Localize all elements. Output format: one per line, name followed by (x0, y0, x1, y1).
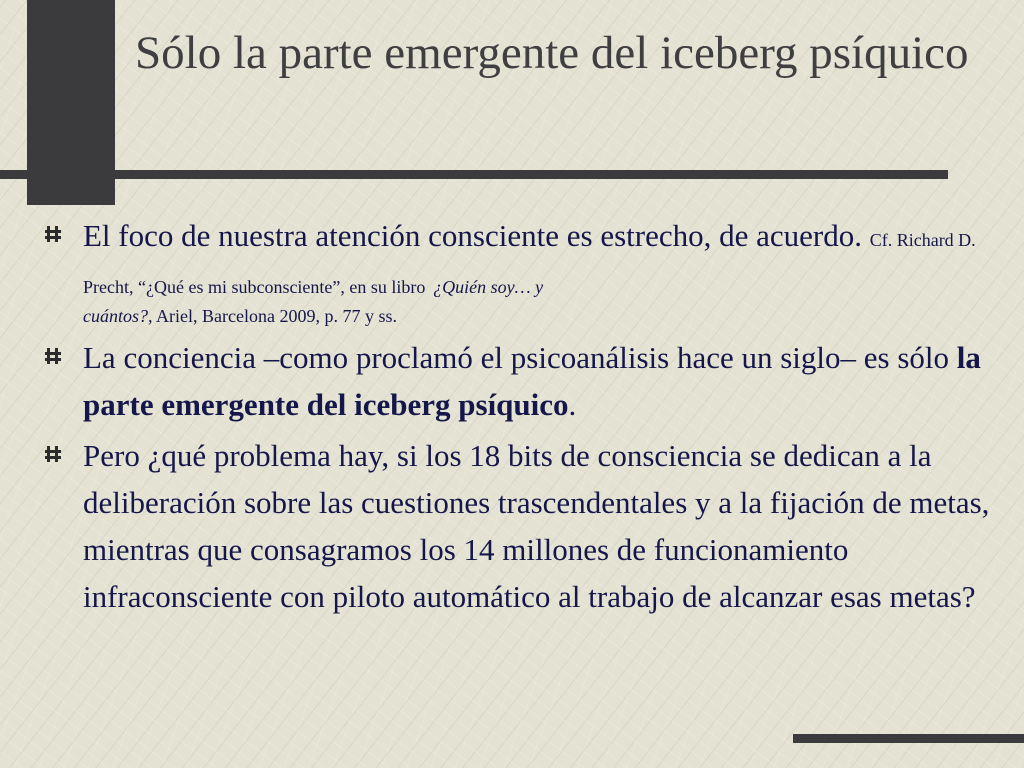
title-divider-bar (0, 170, 948, 179)
reference-author: Cf. Richard D. Precht, “¿Qué es mi subconsciente”, en su libro (83, 230, 976, 297)
hash-bullet-icon (45, 432, 61, 479)
reference-publisher: Ariel, Barcelona 2009, p. 77 y ss. (156, 306, 397, 326)
reference-book-title-a: ¿Quién soy… y (433, 277, 544, 297)
bullet-emphasis-text: la parte emergente del iceberg psíquico (83, 340, 981, 422)
reference-book-title-b: cuántos?, (83, 306, 153, 326)
bullet-suffix-text: . (568, 387, 577, 422)
footer-accent-bar (793, 734, 1024, 743)
hash-bullet-icon (45, 334, 61, 381)
bullet-main-text: El foco de nuestra atención consciente es estrecho, de acuerdo. (83, 218, 862, 253)
bullet-item-bits (45, 432, 995, 620)
bullet-prefix-text: La conciencia –como proclamó el psicoanálisis hace un siglo– es sólo (83, 340, 950, 375)
bullet-item-attention (45, 212, 995, 330)
slide-title: Sólo la parte emergente del iceberg psíquico (135, 27, 969, 79)
bullet-item-conscience (45, 334, 995, 428)
bullet-text: Pero ¿qué problema hay, si los 18 bits de consciencia se dedican a la deliberación sobre las cuestiones trascendentales y a la fijación de metas, mientras que consagramos los 14 millones de funcionamiento infraconsciente con piloto automático al trabajo de alcanzar esas metas? (83, 438, 990, 614)
hash-bullet-icon (45, 212, 61, 259)
bullet-list (45, 212, 995, 624)
